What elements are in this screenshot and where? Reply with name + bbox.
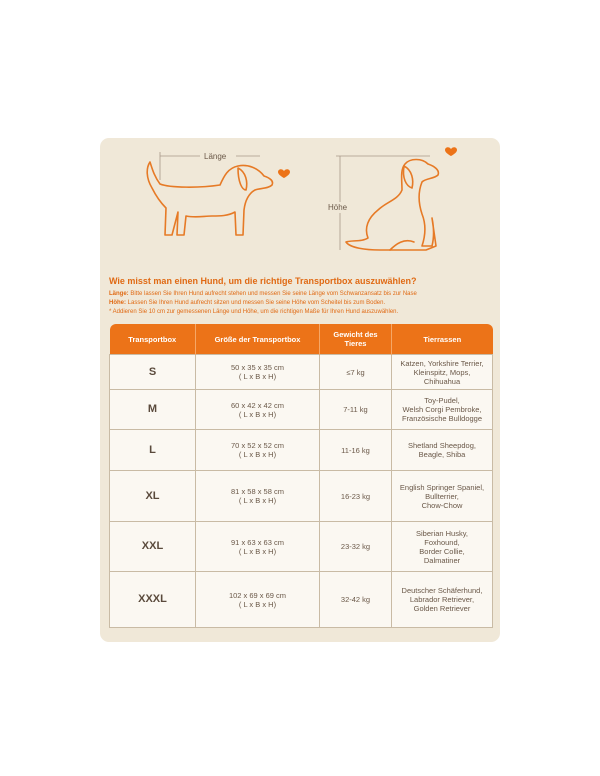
dims-unit: ( L x B x H): [238, 372, 277, 381]
breeds-cell: [392, 390, 493, 430]
weight-cell: ≤7 kg: [320, 355, 392, 390]
header-transportbox: Transportbox: [110, 324, 196, 355]
dog-measurement-illustration: [100, 138, 500, 274]
breed-line: Golden Retriever: [413, 604, 471, 613]
table-row: [110, 355, 493, 390]
table-row: [110, 390, 493, 430]
breed-line: Chihuahua: [423, 376, 461, 386]
dims-unit: ( L x B x H): [238, 496, 277, 505]
breed-line: Bullterrier,: [425, 491, 459, 501]
breed-line: Chow-Chow: [421, 500, 463, 510]
table-header-row: [110, 324, 493, 355]
length-note: [109, 290, 494, 298]
dims-value: 60 x 42 x 42 cm: [231, 400, 284, 410]
breed-line: Border Collie,: [419, 546, 465, 556]
breed-line: Dalmatiner: [423, 555, 461, 565]
table-row: [110, 522, 493, 572]
breeds-cell: [392, 572, 493, 628]
standing-dog-icon: [147, 162, 272, 235]
sitting-dog-icon: [346, 160, 438, 251]
header-breeds: Tierrassen: [392, 324, 493, 355]
heart-icon: [278, 169, 290, 178]
breeds-cell: [392, 355, 493, 390]
weight-cell: 16-23 kg: [320, 471, 392, 522]
dims-value: 70 x 52 x 52 cm: [231, 441, 284, 450]
weight-cell: 11-16 kg: [320, 430, 392, 471]
height-note: [109, 299, 494, 307]
length-label: Länge: [204, 152, 227, 161]
header-weight: Gewicht des Tieres: [320, 324, 392, 355]
breed-line: Deutscher Schäferhund,: [401, 586, 483, 595]
dims-cell: [196, 430, 320, 471]
breed-line: Welsh Corgi Pembroke,: [402, 405, 482, 414]
dims-cell: [196, 471, 320, 522]
breeds-cell: [392, 430, 493, 471]
breeds-cell: [392, 522, 493, 572]
breed-line: Siberian Husky,: [416, 528, 468, 538]
size-cell: XL: [110, 471, 196, 522]
breed-line: Französische Bulldogge: [401, 414, 483, 423]
dims-cell: [196, 390, 320, 430]
dims-value: 91 x 63 x 63 cm: [231, 537, 284, 547]
length-term: Länge:: [109, 291, 129, 297]
size-guide-card: [100, 138, 500, 642]
breeds-cell: [392, 471, 493, 522]
page-title: Wie misst man einen Hund, um die richtige Transportbox auszuwählen?: [109, 276, 417, 286]
weight-cell: 23-32 kg: [320, 522, 392, 572]
breed-line: Katzen, Yorkshire Terrier,: [400, 358, 484, 368]
dims-cell: [196, 572, 320, 628]
size-table: [109, 324, 493, 628]
table-row: [110, 572, 493, 628]
breed-line: English Springer Spaniel,: [399, 482, 485, 492]
size-cell: M: [110, 390, 196, 430]
length-text: Bitte lassen Sie Ihren Hund aufrecht stehen und messen Sie seine Länge vom Schwanzansatz bis zur Nase: [130, 291, 417, 297]
breed-line: Shetland Sheepdog,: [408, 441, 476, 450]
size-cell: XXXL: [110, 572, 196, 628]
breed-line: Kleinspitz, Mops,: [413, 367, 471, 377]
dims-unit: ( L x B x H): [238, 409, 277, 419]
height-term: Höhe:: [109, 300, 126, 306]
table-row: [110, 471, 493, 522]
dims-value: 81 x 58 x 58 cm: [231, 487, 284, 496]
breed-line: Foxhound,: [424, 537, 460, 547]
heart-icon: [445, 147, 457, 156]
dims-unit: ( L x B x H): [238, 546, 277, 556]
height-text: Lassen Sie Ihren Hund aufrecht sitzen und messen Sie seine Höhe vom Scheitel bis zum Boden.: [127, 300, 386, 306]
breed-line: Beagle, Shiba: [418, 450, 466, 459]
weight-cell: 7-11 kg: [320, 390, 392, 430]
size-cell: S: [110, 355, 196, 390]
weight-cell: 32-42 kg: [320, 572, 392, 628]
add-note: * Addieren Sie 10 cm zur gemessenen Länge und Höhe, um die richtigen Maße für Ihren Hund auszuwählen.: [109, 309, 399, 315]
dims-value: 102 x 69 x 69 cm: [228, 590, 287, 600]
header-box-size: Größe der Transportbox: [196, 324, 320, 355]
height-label: Höhe: [328, 203, 348, 212]
size-cell: L: [110, 430, 196, 471]
dims-cell: [196, 355, 320, 390]
table-row: [110, 430, 493, 471]
dims-cell: [196, 522, 320, 572]
breed-line: Labrador Retriever,: [409, 595, 475, 604]
breed-line: Toy-Pudel,: [424, 396, 460, 405]
dims-value: 50 x 35 x 35 cm: [231, 363, 284, 372]
dims-unit: ( L x B x H): [238, 599, 277, 609]
size-cell: XXL: [110, 522, 196, 572]
dims-unit: ( L x B x H): [238, 450, 277, 459]
